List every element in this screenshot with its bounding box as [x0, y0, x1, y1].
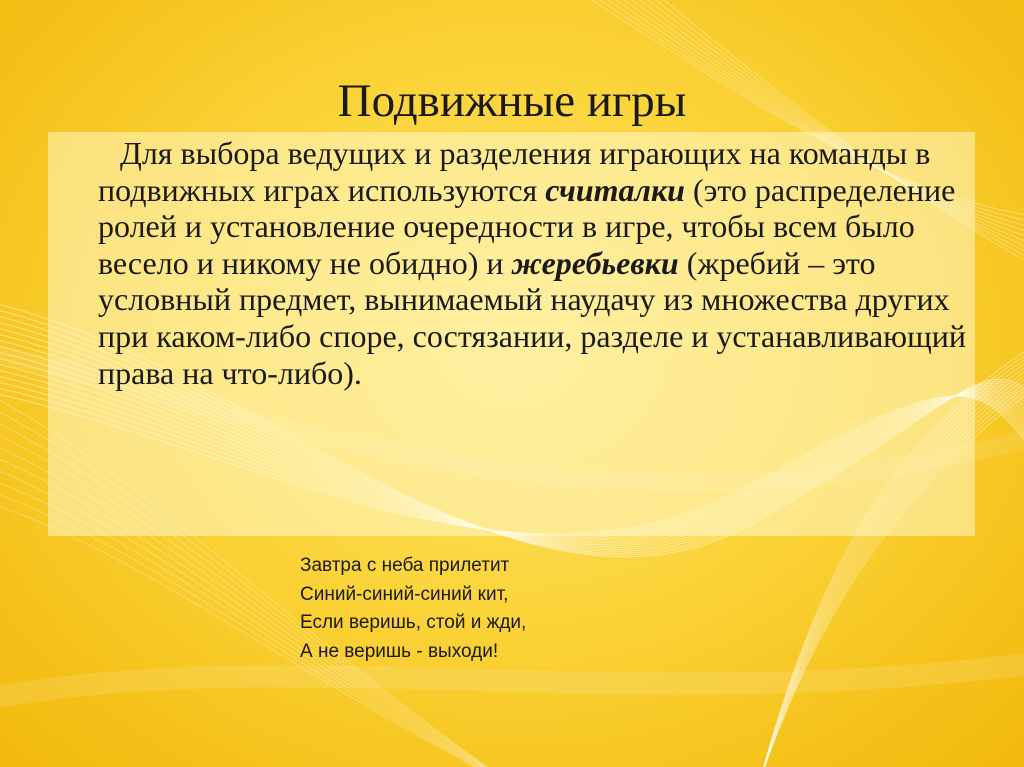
paragraph-part-3: (жребий – это условный предмет, вынимаемый наудачу из множества других при каком-либо споре, состязании, разделе и устанавливающий права на что-либо).: [98, 244, 966, 391]
poem: [300, 552, 526, 666]
slide-title: Подвижные игры: [337, 75, 687, 127]
body-paragraph: [98, 135, 968, 391]
term-schitalki: считалки: [545, 171, 685, 208]
term-zherebyevki: жеребьевки: [511, 244, 679, 281]
poem-line: Синий-синий-синий кит,: [300, 583, 509, 605]
poem-line: Завтра с неба прилетит: [300, 555, 510, 576]
poem-line: А не веришь - выходи!: [300, 640, 499, 662]
paragraph-part-2: (это распределение ролей и установление очередности в игре, чтобы всем было весело и никому не обидно) и: [98, 171, 956, 281]
poem-line: Если веришь, стой и жди,: [300, 612, 527, 633]
paragraph-part-1: Для выбора ведущих и разделения играющих на команды в подвижных играх используются: [98, 135, 931, 208]
wave-line: [0, 660, 1024, 700]
